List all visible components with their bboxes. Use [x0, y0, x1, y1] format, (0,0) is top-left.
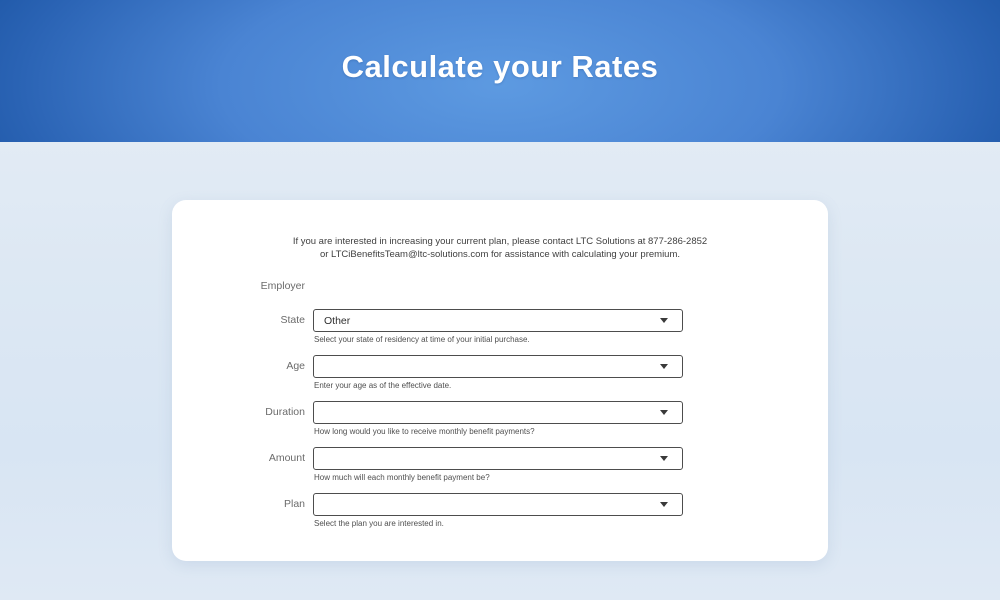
- amount-label: Amount: [268, 452, 305, 464]
- amount-control: [313, 447, 683, 482]
- chevron-down-icon: [660, 456, 668, 461]
- duration-label: Duration: [265, 406, 305, 418]
- age-helper-text: Enter your age as of the effective date.: [314, 381, 452, 390]
- chevron-down-icon: [660, 318, 668, 323]
- age-row: [172, 355, 828, 390]
- chevron-down-icon: [660, 502, 668, 507]
- state-select[interactable]: [313, 309, 683, 332]
- duration-control: [313, 401, 683, 436]
- duration-select[interactable]: [313, 401, 683, 424]
- chevron-down-icon: [660, 364, 668, 369]
- state-label: State: [280, 314, 305, 326]
- employer-label: Employer: [260, 280, 305, 292]
- chevron-down-icon: [660, 410, 668, 415]
- state-select-value: Other: [324, 314, 351, 327]
- plan-control: [313, 493, 683, 528]
- page-header: [0, 0, 1000, 142]
- state-row: [172, 309, 828, 344]
- rates-form: [172, 280, 828, 528]
- age-control: [313, 355, 683, 390]
- state-helper-text: Select your state of residency at time of your initial purchase.: [314, 335, 530, 344]
- amount-helper-text: How much will each monthly benefit payment be?: [314, 473, 490, 482]
- age-label: Age: [286, 360, 305, 372]
- plan-row: [172, 493, 828, 528]
- rates-form-card: [172, 200, 828, 561]
- amount-select[interactable]: [313, 447, 683, 470]
- intro-line-2: or LTCiBenefitsTeam@ltc-solutions.com for assistance with calculating your premium.: [319, 248, 681, 260]
- page-title: Calculate your Rates: [341, 49, 659, 84]
- plan-select[interactable]: [313, 493, 683, 516]
- plan-label: Plan: [283, 498, 305, 510]
- age-select[interactable]: [313, 355, 683, 378]
- employer-row: [172, 280, 828, 292]
- duration-helper-text: How long would you like to receive monthly benefit payments?: [314, 427, 535, 436]
- intro-line-1: If you are interested in increasing your current plan, please contact LTC Solutions at 877-286-2852: [292, 236, 708, 247]
- duration-row: [172, 401, 828, 436]
- state-control: [313, 309, 683, 344]
- amount-row: [172, 447, 828, 482]
- plan-helper-text: Select the plan you are interested in.: [314, 519, 444, 528]
- intro-text: [172, 236, 828, 261]
